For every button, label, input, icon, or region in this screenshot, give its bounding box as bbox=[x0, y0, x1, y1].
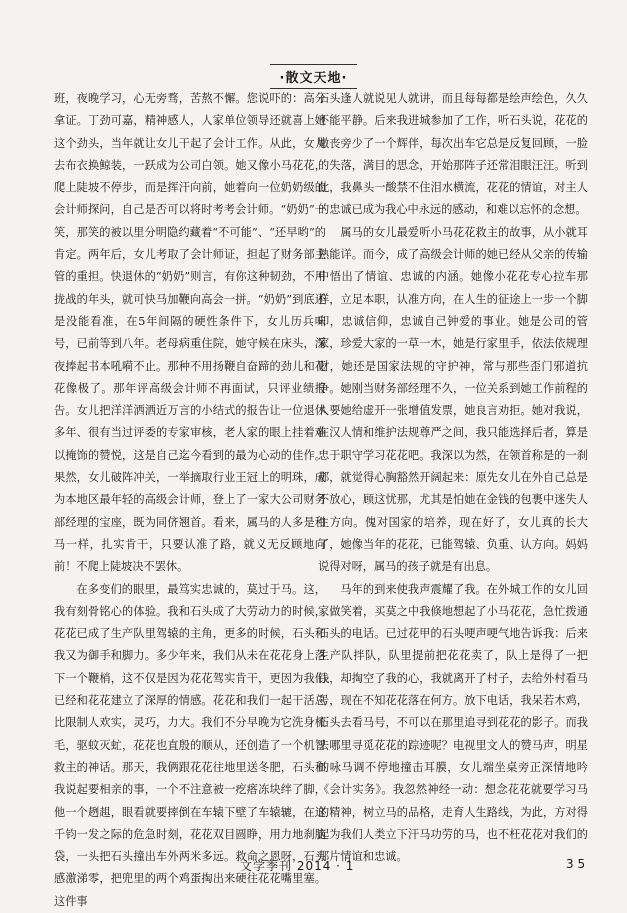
paragraph: 石头逢人就说见人就讲，而且每每都是绘声绘色，久久不能平静。后来我进城参加了工作，听石头说，花花的嫩丧旁少了一个辉伴，每次出车它总是反复回顾，一脸的失落，满目的思念，开始那阵子还常泪眼汪汪。听到此，我鼻头一酸禁不住泪水横流，花花的情谊，对主人的忠诚已成为我心中永远的感动，和难以忘怀的念想。 bbox=[318, 92, 588, 217]
section-title: ·散文天地· bbox=[270, 64, 358, 89]
journal-title: 文学季刊 2014 · 1 bbox=[240, 859, 355, 873]
page-number: 3 5 bbox=[566, 857, 586, 871]
paragraph: 班，夜晚学习，心无旁骛，苦熬不懈。您说吓的：高分拿证。丁劲可嘉，精神感人，人家单位领导还就喜上她这个劲头，当年就让女儿干起了会计工作。从此，女儿去布衣换鲸装，一跃成为公司白领。她又像小马花花，爬上陡坡不停步，而是挥汗向前，她着向一位奶奶级的会计师探问，自己是否可以将时考考会计师。“奶奶”一笑，那笑的被以里分明隐约藏着“不可能”、“还早哟”的肯定。两年后，女儿考取了会计师证，担起了财务部主管的重担。快退休的“奶奶”则言，有你这种韧劲，不用拢战的年头，就可快马加鞭向高会一拼。“奶奶”到底还是没能看准，在5年间隔的硬性条件下，女儿历兵味号，已前等到八年。老母病重住院，她守候在床头，深夜捧起书本吼嗬不止。那种不用扬鞭自奋蹄的劲儿和花花像极了。那年评高级会计师不再面试，只评业绩报告。女儿把洋洋洒洒近万言的小结式的报告让一位退休多年、很有当过评委的专家审核，老人家的眼上挂着难以掩饰的赞悦，这是自己迄今看到的最为心动的佳作。果然，女儿破阵冲关，一举摘取行业王冠上的明珠，成为本地区最年轻的高级会计师，登上了一家大公司财务部经理的宝座，既为同侪翘首。看来，属马的人多是和马一样，扎实肯干，只要认准了路，就义无反顾地向前！不爬上陡坡决不罢休。 bbox=[54, 92, 326, 574]
section-header bbox=[0, 64, 627, 89]
paragraph: 马年的到来使我声震耀了我。在外城工作的女儿回家做笑着，买莫之中我倏地想起了小马花花，急忙拨通石头的电话。已过花甲的石头哽声哽气地告诉我：后来生产队拌队，队里提前把花花卖了，队上是得了一把钱，却掏空了我的心，我就离开了村子，去给外村看马号，现在不知花花落在何方。放下电话，我呆若木鸡，石头去看马号，不可以在那里追寻到花花的影子。而我去哪里寻觅花花的踪迹呢？电视里文人的赞马声，明星的咏马调不停地撞击耳膜，女儿端坐桌旁正深情地吟《会计实务》。我忽然神经一动：想念花花就要学习马的精神，树立马的品格，走育人生路线，为此，方对得起为我们人类立下汗马功劳的马，也不枉花花对我们的那片情谊和忠诚。 bbox=[318, 582, 588, 864]
paragraph: 属马的女儿最爱听小马花花救主的故事，从小就耳熟能详。而今，成了高级会计师的她已经从父亲的传输中悟出了情谊、忠诚的内涵。她像小花花专心拉车那样，立足本职，认准方向，在人生的征途上一步一个脚印，忠诚信仰，忠诚自己钟爱的事业。她是公司的管家，珍爱大家的一草一木，她是行家里手，依法依规理财，她还是国家法规的守护神，常与那些歪门邪道抗争。她刚当财务部经理不久，一位关系到她工作前程的人要她给虚开一张增值发票，她良言劝拒。她对我说，在汉人情和维护法规尊严之间，我只能选择后者，算是忠于职守学习花花吧。我深以为然，在领首称是的一刹那，就觉得心胸豁然开阔起来：原先女儿在外自己总是不放心，顾这忧那，尤其是怕她在金钱的包裹中迷失人生方向。傀对国家的培养，现在好了，女儿真的长大了，她像当年的花花，已能驾辕、负重、认方向。妈妈说得对呀，属马的孩子就是有出息。 bbox=[318, 225, 588, 574]
paragraph: 在多变们的眼里，最笃实忠诚的，莫过于马。这，我有刻骨铭心的体验。我和石头成了大劳动力的时候，花花已成了生产队里驾辕的主角，更多的时候，石头和我又为御手和脚力。多少年来，我们从未在花花身上落下一个鞭梢，这不仅是因为花花驾实肯干，更因为我们已经和花花建立了深厚的情感。花花和我们一起干活总比限制人欢实，灵巧，力大。我们不分早晚为它洗身梳毛，驱蚊灭虻，花花也直殷的顺从，还创造了一个机智救主的神话。那天，我俩跟花花往地里送冬肥，石头和我说起要相亲的事，一个不注意被一疙瘩冻块绊了脚，他一个趔趄，眼看就要摔倒在车辕下壁了车辕辘，在这千钧一发之际的危急时刻，花花双目圆睁，用力地刹脑袋，一头把石头撞出车外两米多远。救命之恩呀，石头感激涕零，把兜里的两个鸡蛋掏出来硬往花花嘴里塞。这件事 bbox=[54, 582, 326, 908]
